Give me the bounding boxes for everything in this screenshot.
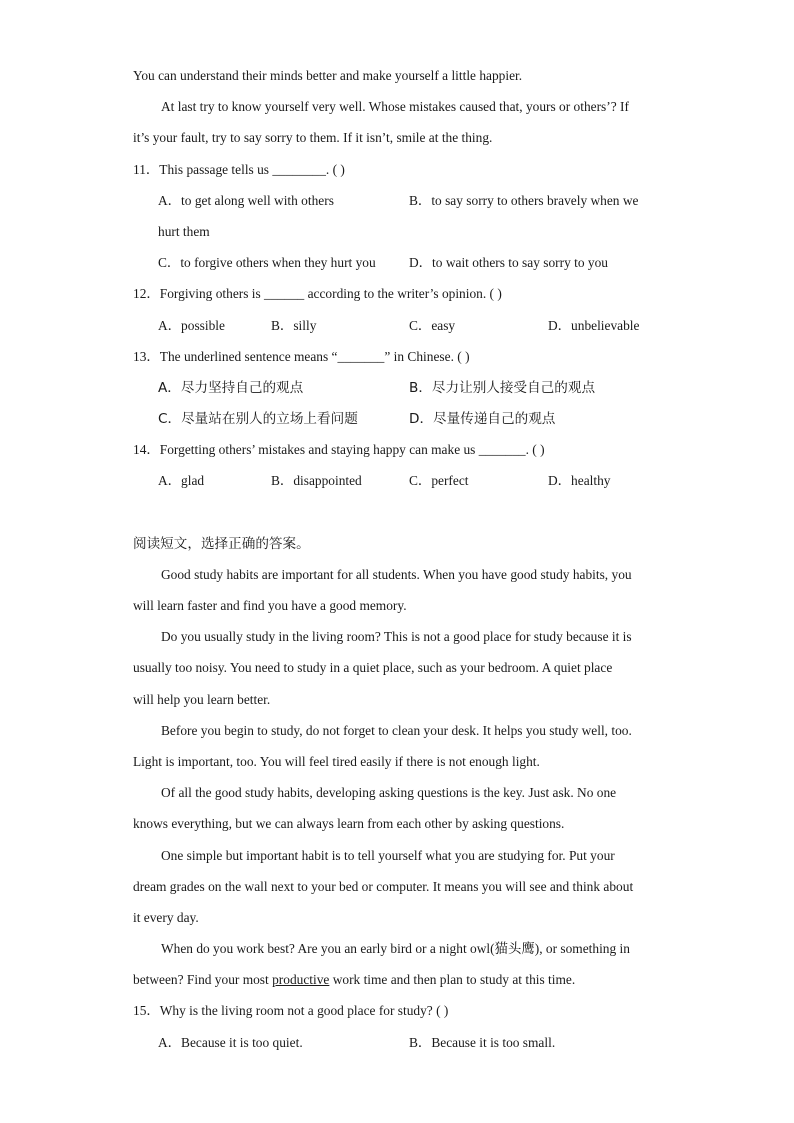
passage-line: You can understand their minds better and make yourself a little happier. bbox=[133, 68, 523, 83]
option-b[interactable]: B．silly bbox=[271, 317, 317, 333]
option-d[interactable]: D．to wait others to say sorry to you bbox=[409, 255, 608, 271]
passage-line: will help you learn better. bbox=[133, 691, 271, 707]
question-14-options-row bbox=[133, 469, 663, 500]
question-15-options-row bbox=[133, 1031, 663, 1062]
passage-line: Light is important, too. You will feel tired easily if there is not enough light. bbox=[133, 753, 540, 769]
passage-line: When do you work best? Are you an early bird or a night owl(猫头鹰), or something in bbox=[161, 941, 630, 957]
option-b[interactable]: B．disappointed bbox=[271, 473, 362, 489]
option-a[interactable]: A．possible bbox=[158, 317, 225, 333]
option-a[interactable]: A．to get along well with others bbox=[158, 192, 334, 208]
option-b-continued: hurt them bbox=[158, 223, 210, 239]
option-b[interactable]: B．尽力让别人接受自己的观点 bbox=[409, 379, 596, 396]
question-11-options-row bbox=[133, 251, 663, 282]
passage-line: Do you usually study in the living room? This is not a good place for study because it is bbox=[161, 629, 632, 645]
option-b[interactable]: B．Because it is too small. bbox=[409, 1034, 556, 1050]
option-a[interactable]: A．glad bbox=[158, 473, 205, 489]
text-segment: work time and then plan to study at this time. bbox=[329, 972, 576, 988]
option-a[interactable]: A．Because it is too quiet. bbox=[158, 1034, 303, 1050]
option-b[interactable]: B．to say sorry to others bravely when we bbox=[409, 192, 639, 208]
passage-line: knows everything, but we can always learn from each other by asking questions. bbox=[133, 816, 565, 832]
question-13-options-row bbox=[133, 376, 663, 407]
option-a[interactable]: A．尽力坚持自己的观点 bbox=[158, 379, 304, 396]
question-13-stem: 13．The underlined sentence means “_______” in Chinese. ( ) bbox=[133, 348, 470, 364]
passage-line: will learn faster and find you have a good memory. bbox=[133, 598, 407, 613]
question-15-stem: 15．Why is the living room not a good place for study? ( ) bbox=[133, 1003, 449, 1019]
option-c[interactable]: C．perfect bbox=[409, 473, 469, 489]
passage-line: Good study habits are important for all students. When you have good study habits, you bbox=[161, 566, 632, 582]
question-12-stem: 12．Forgiving others is ______ according to the writer’s opinion. ( ) bbox=[133, 286, 502, 302]
question-14-stem: 14．Forgetting others’ mistakes and staying happy can make us _______. ( ) bbox=[133, 442, 545, 458]
passage-line: usually too noisy. You need to study in a quiet place, such as your bedroom. A quiet place bbox=[133, 660, 613, 676]
underlined-word: productive bbox=[272, 972, 330, 988]
passage-line: Of all the good study habits, developing asking questions is the key. Just ask. No one bbox=[161, 785, 617, 801]
question-11-options-row bbox=[133, 189, 663, 220]
option-d[interactable]: D．尽量传递自己的观点 bbox=[409, 411, 556, 428]
question-13-options-row bbox=[133, 407, 663, 438]
passage-line: it every day. bbox=[133, 909, 199, 925]
passage-line bbox=[133, 968, 663, 999]
section-instruction: 阅读短文，选择正确的答案。 bbox=[133, 535, 310, 552]
passage-line: At last try to know yourself very well. Whose mistakes caused that, yours or others’? If bbox=[161, 99, 629, 115]
section-spacer bbox=[133, 501, 663, 532]
text-segment: between? Find your most bbox=[133, 972, 273, 988]
option-c[interactable]: C．尽量站在别人的立场上看问题 bbox=[158, 411, 358, 428]
option-c[interactable]: C．easy bbox=[409, 317, 456, 333]
option-d[interactable]: D．healthy bbox=[548, 473, 611, 489]
option-d[interactable]: D．unbelievable bbox=[548, 317, 640, 333]
question-11-stem: 11．This passage tells us ________. ( ) bbox=[133, 161, 345, 177]
option-c[interactable]: C．to forgive others when they hurt you bbox=[158, 255, 376, 271]
passage-line: Before you begin to study, do not forget to clean your desk. It helps you study well, too. bbox=[161, 722, 632, 738]
question-12-options-row bbox=[133, 314, 663, 345]
passage-line: dream grades on the wall next to your bed or computer. It means you will see and think about bbox=[133, 878, 634, 894]
passage-line: One simple but important habit is to tell yourself what you are studying for. Put your bbox=[161, 847, 615, 863]
document-page bbox=[133, 64, 663, 1062]
passage-line: it’s your fault, try to say sorry to them. If it isn’t, smile at the thing. bbox=[133, 130, 493, 146]
